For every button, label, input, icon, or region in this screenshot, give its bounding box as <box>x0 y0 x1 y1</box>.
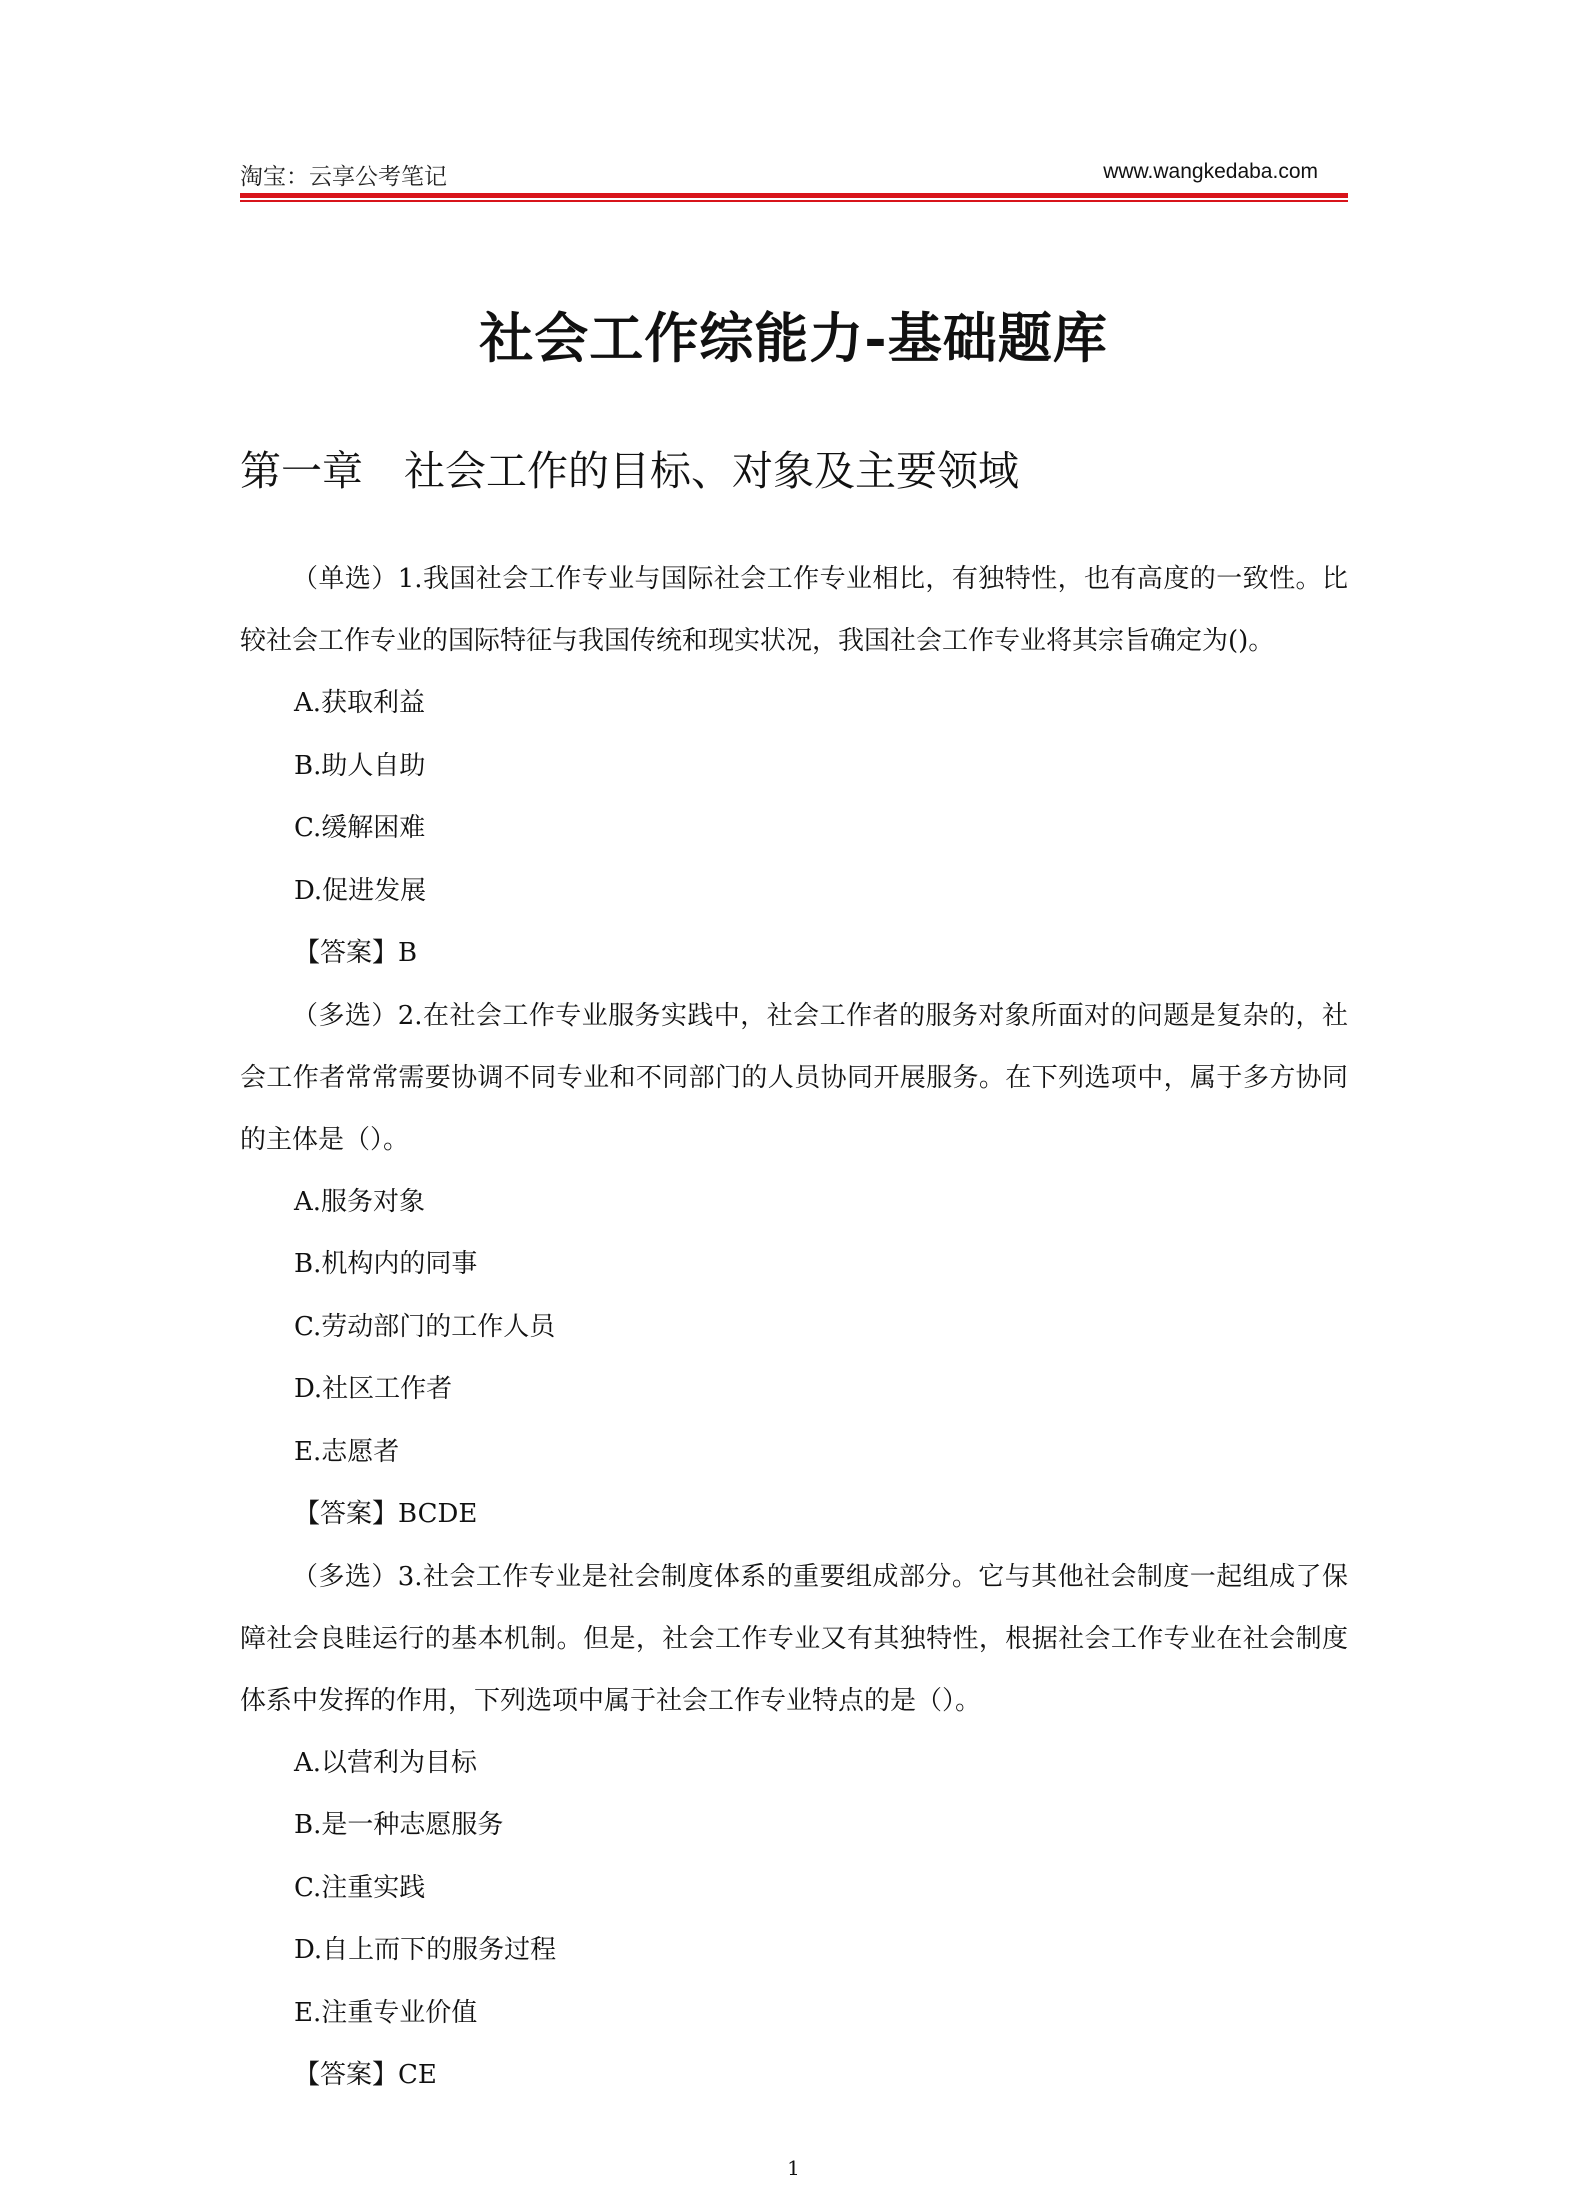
question-stem: （多选）3.社会工作专业是社会制度体系的重要组成部分。它与其他社会制度一起组成了保障社会良眭运行的基本机制。但是，社会工作专业又有其独特性，根据社会工作专业在社会制度体系中发挥的作用，下列选项中属于社会工作专业特点的是（）。 <box>240 1561 1348 1716</box>
option-a: A.服务对象 <box>294 1186 426 1217</box>
option-c: C.缓解困难 <box>294 813 426 843</box>
header-shop-name: 淘宝：云享公考笔记 <box>240 164 447 190</box>
question-2 <box>240 985 1348 1546</box>
option-e: E.志愿者 <box>294 1436 400 1467</box>
answer: 【答案】B <box>294 938 418 968</box>
answer: 【答案】BCDE <box>294 1499 478 1529</box>
option-b: B.助人自助 <box>294 750 426 781</box>
option-d: D.社区工作者 <box>294 1374 453 1404</box>
option-d: D.自上而下的服务过程 <box>294 1935 557 1965</box>
option-d: D.促进发展 <box>294 875 427 906</box>
chapter-heading: 第一章 社会工作的目标、对象及主要领域 <box>240 447 1019 495</box>
question-list <box>240 548 1348 2107</box>
document-title: 社会工作综能力-基础题库 <box>479 306 1108 370</box>
option-a: A.以营利为目标 <box>294 1747 478 1778</box>
header-website: www.wangkedaba.com <box>1103 160 1318 183</box>
page-number: 1 <box>787 2156 800 2180</box>
option-b: B.机构内的同事 <box>294 1249 478 1279</box>
option-e: E.注重专业价值 <box>294 1997 478 2028</box>
header-rule-thin <box>240 200 1348 202</box>
question-3 <box>240 1546 1348 2107</box>
option-a: A.获取利益 <box>294 688 426 718</box>
question-stem: （单选）1.我国社会工作专业与国际社会工作专业相比，有独特性，也有高度的一致性。比较社会工作专业的国际特征与我国传统和现实状况，我国社会工作专业将其宗旨确定为()。 <box>240 564 1348 656</box>
page-header <box>240 158 1348 194</box>
option-b: B.是一种志愿服务 <box>294 1810 504 1840</box>
header-rule-thick <box>240 193 1348 198</box>
answer: 【答案】CE <box>294 2060 437 2090</box>
question-1 <box>240 548 1348 985</box>
question-stem: （多选）2.在社会工作专业服务实践中，社会工作者的服务对象所面对的问题是复杂的，社会工作者常常需要协调不同专业和不同部门的人员协同开展服务。在下列选项中，属于多方协同的主体是（）。 <box>240 1000 1348 1155</box>
option-c: C.劳动部门的工作人员 <box>294 1311 556 1342</box>
option-c: C.注重实践 <box>294 1872 426 1903</box>
